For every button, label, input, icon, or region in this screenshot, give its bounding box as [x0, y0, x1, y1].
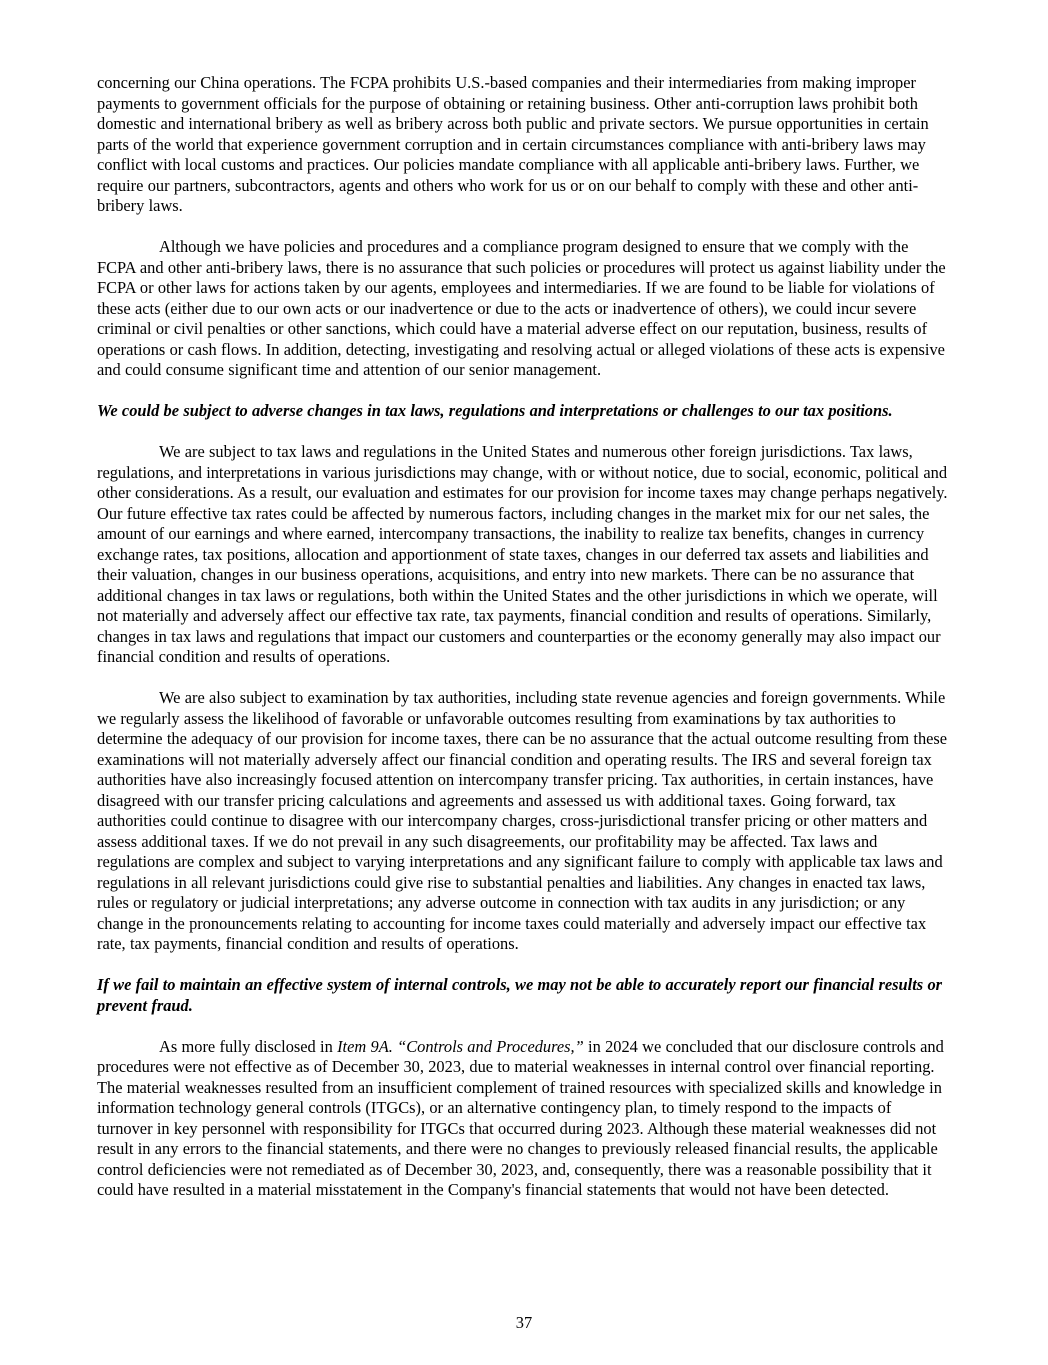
text-run: We could be subject to adverse changes in tax laws, regulations and interpretations or challenges to our tax positions. — [97, 401, 893, 420]
text-run: As more fully disclosed in — [159, 1036, 338, 1056]
italic-text-run: Item 9A. “Controls and Procedures,” — [337, 1036, 589, 1056]
paragraph — [97, 1037, 951, 1201]
text-run: We are also subject to examination by tax authorities, including state revenue agencies and foreign governments. While we regularly assess the likelihood of favorable or unfavorable outcomes resulting from examinations by tax authorities to determine the adequacy of our provision for income taxes, there can be no assurance that the actual outcome resulting from these examinations will not materially adversely affect our financial condition and operating results. The IRS and several foreign tax authorities have also increasingly focused attention on intercompany transfer pricing. Tax authorities, in certain instances, have disagreed with our transfer pricing calculations and agreements and assessed us with additional taxes. Going forward, tax authorities could continue to disagree with our intercompany charges, cross-jurisdictional transfer pricing or other matters and assess additional taxes. If we do not prevail in any such disagreements, our profitability may be affected. Tax laws and regulations are complex and subject to varying interpretations and any significant failure to comply with applicable tax laws and regulations in all relevant jurisdictions could give rise to substantial penalties and liabilities. Any changes in enacted tax laws, rules or regulatory or judicial interpretations; any adverse outcome in connection with tax audits in any jurisdiction; or any change in the pronouncements relating to accounting for income taxes could materially and adversely impact our effective tax rate, tax payments, financial condition and results of operations. — [97, 688, 948, 953]
page-footer — [0, 1313, 1048, 1334]
text-run: concerning our China operations. The FCPA prohibits U.S.-based companies and their intermediaries from making improper payments to government officials for the purpose of obtaining or retaining business. Other anti-corruption laws prohibit both domestic and international bribery as well as bribery across both public and private sectors. We pursue opportunities in certain parts of the world that experience government corruption and in certain circumstances compliance with anti-bribery laws may conflict with local customs and practices. Our policies mandate compliance with all applicable anti-bribery laws. Further, we require our partners, subcontractors, agents and others who work for us or on our behalf to comply with these and other anti-bribery laws. — [97, 73, 929, 215]
paragraph — [97, 73, 951, 217]
text-run: in 2024 we concluded that our disclosure controls and procedures were not effective as of December 30, 2023, due to material weaknesses in internal control over financial reporting. The material weaknesses resulted from an insufficient complement of trained resources with specialized skills and knowledge in information technology general controls (ITGCs), or an alternative contingency plan, to timely respond to the impacts of turnover in key personnel with responsibility for ITGCs that occurred during 2023. Although these material weaknesses did not result in any errors to the financial statements, and there were no changes to previously released financial results, the applicable control deficiencies were not remediated as of December 30, 2023, and, consequently, there was a reasonable possibility that it could have resulted in a material misstatement in the Company's financial statements that would not have been detected. — [97, 1036, 944, 1199]
page-number: 37 — [515, 1313, 533, 1332]
paragraph — [97, 442, 951, 668]
document-body — [97, 73, 951, 1221]
text-run: Although we have policies and procedures and a compliance program designed to ensure that we comply with the FCPA and other anti-bribery laws, there is no assurance that such policies or procedures will protect us against liability under the FCPA or other laws for actions taken by our agents, employees and intermediaries. If we are found to be liable for violations of these acts (either due to our own acts or our inadvertence or due to the acts or inadvertence of others), we could incur severe criminal or civil penalties or other sanctions, which could have a material adverse effect on our reputation, business, results of operations or cash flows. In addition, detecting, investigating and resolving actual or alleged violations of these acts is expensive and could consume significant time and attention of our senior management. — [97, 237, 946, 379]
paragraph — [97, 688, 951, 955]
text-run: If we fail to maintain an effective system of internal controls, we may not be able to accurately report our financial results or prevent fraud. — [97, 975, 943, 1015]
section-heading — [97, 975, 951, 1016]
paragraph — [97, 237, 951, 381]
text-run: We are subject to tax laws and regulations in the United States and numerous other foreign jurisdictions. Tax laws, regulations, and interpretations in various jurisdictions may change, with or without notice, due to social, economic, political and other considerations. As a result, our evaluation and estimates for our provision for income taxes may change perhaps negatively. Our future effective tax rates could be affected by numerous factors, including changes in the market mix for our net sales, the amount of our earnings and where earned, intercompany transactions, the inability to realize tax benefits, changes in currency exchange rates, tax positions, allocation and apportionment of state taxes, changes in our deferred tax assets and liabilities and their valuation, changes in our business operations, acquisitions, and entry into new markets. There can be no assurance that additional changes in tax laws or regulations, both within the United States and the other jurisdictions in which we operate, will not materially and adversely affect our effective tax rate, tax payments, financial condition and results of operations. Similarly, changes in tax laws and regulations that impact our customers and counterparties or the economy generally may also impact our financial condition and results of operations. — [97, 442, 948, 666]
section-heading — [97, 401, 951, 422]
